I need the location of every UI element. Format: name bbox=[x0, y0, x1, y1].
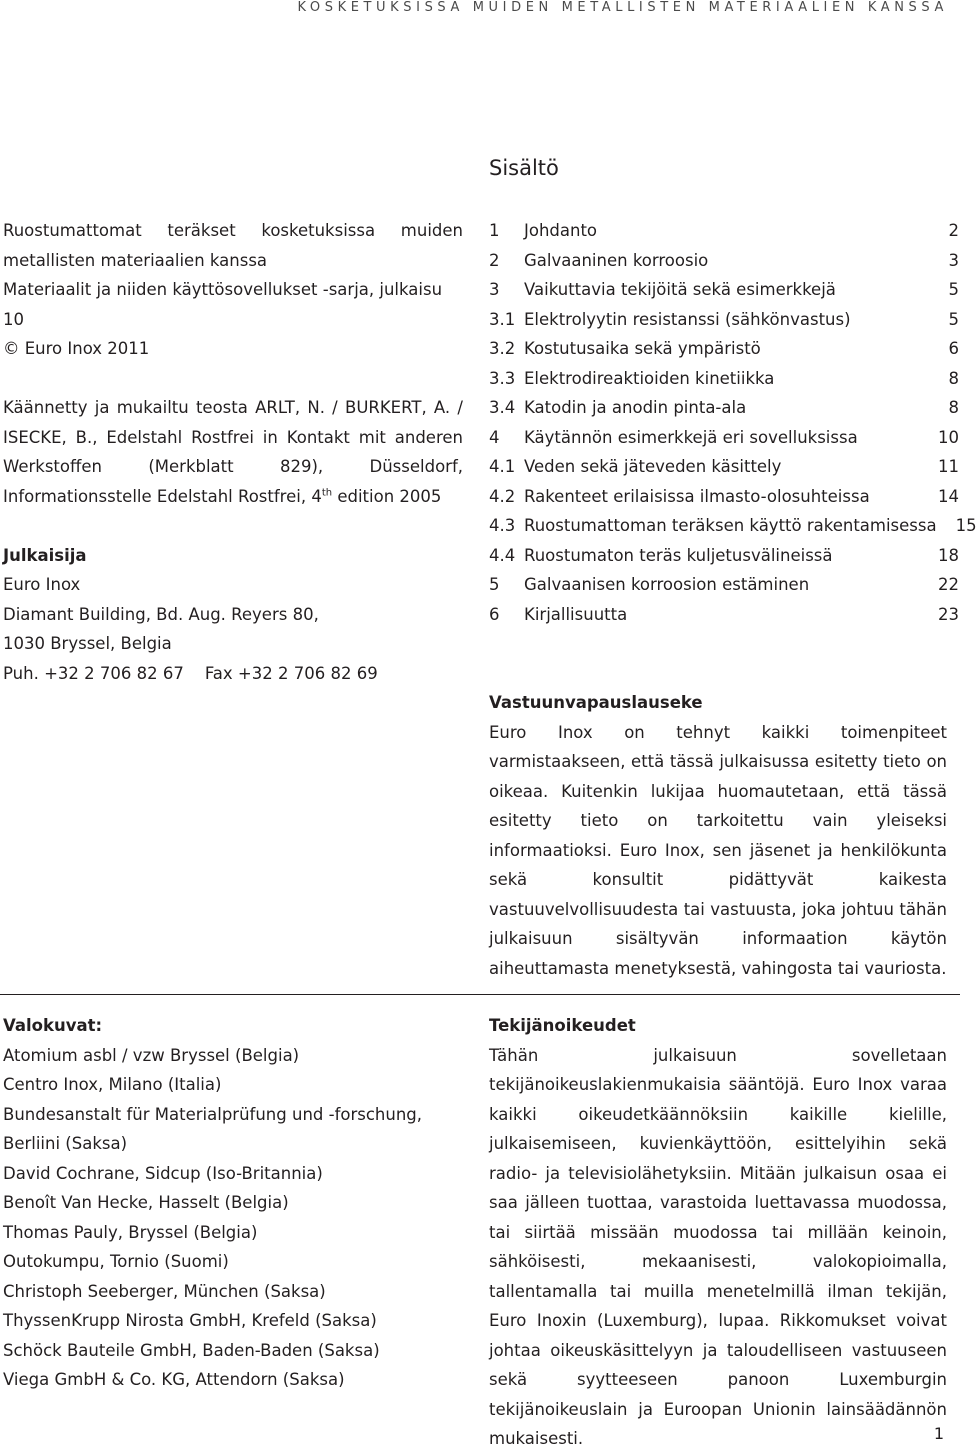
toc-entry bbox=[489, 216, 959, 246]
toc-entry bbox=[489, 511, 977, 541]
toc-entry-page: 5 bbox=[948, 309, 959, 329]
toc-entry-number: 1 bbox=[489, 221, 500, 240]
toc-entry-title: Vaikuttavia tekijöitä sekä esimerkkejä bbox=[524, 280, 836, 299]
photo-credit-item: Outokumpu, Tornio (Suomi) bbox=[3, 1252, 229, 1271]
toc-entry-number: 4.1 bbox=[489, 457, 516, 476]
toc-entry-page: 6 bbox=[948, 339, 959, 358]
translation-note: Käännetty ja mukailtu teosta ARLT, N. / BURKERT, A. / ISECKE, B., Edelstahl Rostfrei in Kontakt mit anderen Werkstoffen (Merkblatt 829), Düsseldorf, Informationsstelle Edelstahl Rostfrei, 4th edition 2005 bbox=[3, 398, 463, 506]
series-title: Ruostumattomat teräkset kosketuksissa muiden metallisten materiaalien kanssa bbox=[3, 221, 463, 270]
copyright-heading: Tekijänoikeudet bbox=[489, 1016, 636, 1035]
photo-credit-item: Thomas Pauly, Bryssel (Belgia) bbox=[3, 1222, 258, 1242]
page-number: 1 bbox=[933, 1424, 944, 1443]
publisher-line: 1030 Bryssel, Belgia bbox=[3, 634, 172, 653]
toc-entry-page: 22 bbox=[938, 575, 959, 594]
toc-entry bbox=[489, 275, 959, 305]
toc-entry bbox=[489, 541, 959, 571]
toc-entry-title: Veden sekä jäteveden käsittely bbox=[524, 457, 782, 476]
publisher-line: Euro Inox bbox=[3, 575, 81, 594]
toc-entry-page: 2 bbox=[948, 221, 959, 240]
toc-entry-title: Galvaanisen korroosion estäminen bbox=[524, 575, 810, 594]
toc-entry-title: Rakenteet erilaisissa ilmasto-olosuhteissa bbox=[524, 486, 870, 506]
toc-entry-title: Elektrodireaktioiden kinetiikka bbox=[524, 368, 775, 388]
toc-entry-number: 3.2 bbox=[489, 339, 516, 358]
disclaimer-heading: Vastuunvapauslauseke bbox=[489, 693, 703, 712]
photo-credits-heading: Valokuvat: bbox=[3, 1016, 103, 1035]
toc-entry-page: 10 bbox=[938, 427, 959, 447]
toc-entry-number: 3.1 bbox=[489, 309, 516, 329]
toc-entry bbox=[489, 600, 959, 630]
copyright-line: © Euro Inox 2011 bbox=[3, 339, 150, 358]
photo-credits-list bbox=[3, 1041, 463, 1395]
publisher-heading: Julkaisija bbox=[3, 545, 87, 565]
toc-entry-page: 5 bbox=[948, 280, 959, 299]
publication-info bbox=[3, 216, 463, 688]
toc-entry-page: 11 bbox=[938, 457, 959, 476]
toc-entry bbox=[489, 423, 959, 453]
section-divider bbox=[0, 994, 960, 995]
toc-entry-number: 4 bbox=[489, 427, 500, 447]
toc-entry-title: Johdanto bbox=[524, 221, 598, 240]
photo-credit-item: Bundesanstalt für Materialprüfung und -forschung, Berliini (Saksa) bbox=[3, 1104, 423, 1153]
toc-entry-page: 15 bbox=[955, 516, 977, 535]
toc-entry bbox=[489, 364, 959, 394]
photo-credit-item: Schöck Bauteile GmbH, Baden-Baden (Saksa) bbox=[3, 1340, 380, 1360]
toc-entry bbox=[489, 393, 959, 423]
toc-entry-number: 3 bbox=[489, 280, 500, 299]
series-line: Materiaalit ja niiden käyttösovellukset -sarja, julkaisu 10 bbox=[3, 280, 443, 329]
toc-entry-title: Ruostumattoman teräksen käyttö rakentamisessa bbox=[524, 516, 937, 535]
toc-entry-page: 8 bbox=[948, 398, 959, 417]
toc-entry bbox=[489, 570, 959, 600]
toc-entry-title: Galvaaninen korroosio bbox=[524, 250, 709, 270]
publisher-contact: Puh. +32 2 706 82 67 Fax +32 2 706 82 69 bbox=[3, 663, 378, 683]
toc-entry bbox=[489, 482, 959, 512]
disclaimer-section bbox=[489, 688, 947, 983]
disclaimer-text: Euro Inox on tehnyt kaikki toimenpiteet varmistaakseen, että tässä julkaisussa esitetty tieto on oikeaa. Kuitenkin lukijaa huomautetaan, että tässä esitetty tieto on tarkoitettu vain yleiseksi informaatioksi. Euro Inox, sen jäsenet ja henkilökunta sekä konsultit pidättyvät kaikesta vastuuvelvollisuudesta tai vastuusta, joka johtuu tähän julkaisuun sisältyvän informaation käytön aiheuttamasta menetyksestä, vahingosta tai vauriosta. bbox=[489, 722, 947, 978]
toc-entry-page: 8 bbox=[948, 368, 959, 388]
publisher-line: Diamant Building, Bd. Aug. Reyers 80, bbox=[3, 604, 319, 624]
photo-credit-item: Benoît Van Hecke, Hasselt (Belgia) bbox=[3, 1193, 289, 1212]
toc-entry-number: 3.3 bbox=[489, 368, 516, 388]
photo-credit-item: ThyssenKrupp Nirosta GmbH, Krefeld (Saksa) bbox=[3, 1311, 377, 1330]
toc-entry-title: Ruostumaton teräs kuljetusvälineissä bbox=[524, 545, 833, 565]
toc-entry-title: Kostutusaika sekä ympäristö bbox=[524, 339, 761, 358]
toc-entry-page: 23 bbox=[938, 604, 959, 624]
photo-credits bbox=[3, 1011, 463, 1395]
toc-entry-number: 2 bbox=[489, 250, 500, 270]
toc-entry-title: Käytännön esimerkkejä eri sovelluksissa bbox=[524, 427, 858, 447]
toc-entry bbox=[489, 246, 959, 276]
toc-entry-number: 6 bbox=[489, 604, 500, 624]
toc-entry-page: 14 bbox=[938, 486, 959, 506]
photo-credit-item: Viega GmbH & Co. KG, Attendorn (Saksa) bbox=[3, 1370, 345, 1389]
copyright-text: Tähän julkaisuun sovelletaan tekijänoikeuslakienmukaisia sääntöjä. Euro Inox varaa kaikki oikeudetkäännöksiin kaikille kielille, julkaisemiseen, kuvienkäyttöön, esittelyihin sekä radio- ja televisiolähetyksiin. Mitään julkaisun osaa ei saa jälleen tuottaa, varastoida luettavassa muodossa, tai siirtää missään muodossa tai millään keinoin, sähköisesti, mekaanisesti, valokopioimalla, tallentamalla tai muilla menetelmillä ilman tekijän, Euro Inoxin (Luxemburg), lupaa. Rikkomukset voivat johtaa oikeuskäsittelyyn ja taloudelliseen vastuuseen sekä syytteeseen panoon Luxemburgin tekijänoikeuslain ja Euroopan Unionin lainsäädännön mukaisesti. bbox=[489, 1045, 947, 1448]
toc-entry-title: Elektrolyytin resistanssi (sähkönvastus) bbox=[524, 309, 851, 329]
toc-title: Sisältö bbox=[489, 156, 559, 180]
copyright-section bbox=[489, 1011, 947, 1454]
toc-entry-number: 4.4 bbox=[489, 545, 516, 565]
toc-entry-title: Kirjallisuutta bbox=[524, 604, 628, 624]
running-header: KOSKETUKSISSA MUIDEN METALLISTEN MATERIAALIEN KANSSA bbox=[297, 0, 948, 15]
toc-entry bbox=[489, 305, 959, 335]
superscript-th: th bbox=[321, 487, 333, 498]
toc-entry-number: 4.3 bbox=[489, 516, 516, 535]
toc-entry-page: 3 bbox=[948, 250, 959, 270]
toc-entry bbox=[489, 334, 959, 364]
photo-credit-item: David Cochrane, Sidcup (Iso-Britannia) bbox=[3, 1163, 323, 1183]
photo-credit-item: Christoph Seeberger, München (Saksa) bbox=[3, 1281, 326, 1301]
photo-credit-item: Atomium asbl / vzw Bryssel (Belgia) bbox=[3, 1045, 300, 1065]
toc-entry-page: 18 bbox=[938, 545, 959, 565]
table-of-contents bbox=[489, 216, 977, 629]
toc-entry-number: 3.4 bbox=[489, 398, 516, 417]
toc-entry bbox=[489, 452, 959, 482]
photo-credit-item: Centro Inox, Milano (Italia) bbox=[3, 1075, 222, 1094]
toc-entry-number: 4.2 bbox=[489, 486, 516, 506]
toc-entry-number: 5 bbox=[489, 575, 500, 594]
toc-entry-title: Katodin ja anodin pinta-ala bbox=[524, 398, 747, 417]
